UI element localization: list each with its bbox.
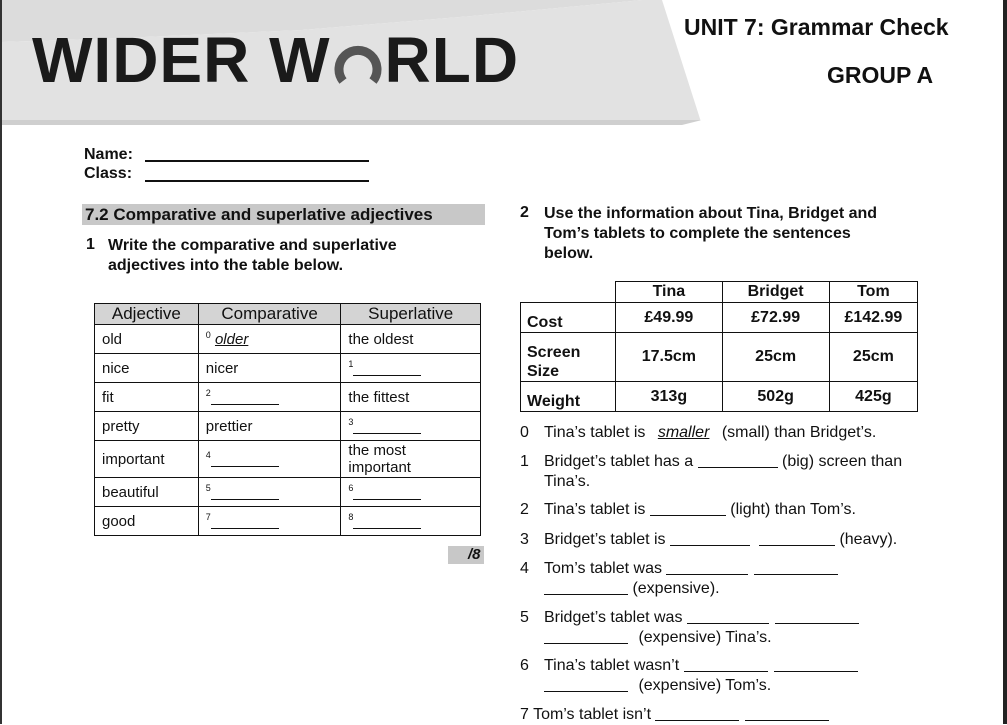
sentence-text: (heavy).	[835, 531, 898, 548]
item-number: 8	[348, 512, 354, 522]
sentence-text: (big) screen than	[777, 453, 903, 470]
table-row	[521, 333, 918, 382]
answer-blank-5[interactable]	[211, 485, 279, 500]
answer-blank[interactable]	[759, 531, 835, 546]
example-answer: older	[214, 331, 249, 348]
comparative-cell	[198, 441, 341, 478]
adjective-cell: important	[95, 441, 199, 478]
sentence-7	[520, 705, 829, 725]
sentence-number: 4	[520, 560, 529, 577]
answer-blank[interactable]	[754, 560, 838, 575]
sentence-text: Tina’s tablet is	[544, 424, 650, 441]
answer-blank[interactable]	[544, 677, 628, 692]
superlative-line1: the most	[348, 442, 406, 459]
header-comparative: Comparative	[198, 304, 341, 325]
wider-world-logo	[32, 24, 520, 96]
exercise-2-instruction	[544, 204, 877, 264]
row-label-cost: Cost	[521, 303, 616, 333]
comparative-cell	[198, 478, 341, 507]
exercise-1-instruction	[108, 236, 397, 276]
superlative-cell	[341, 354, 481, 383]
adjective-cell: good	[95, 507, 199, 536]
sentence-5	[520, 608, 859, 648]
adjective-cell: fit	[95, 383, 199, 412]
adjective-cell: old	[95, 325, 199, 354]
section-title: 7.2 Comparative and superlative adjectives	[85, 205, 433, 224]
sentence-0	[520, 423, 876, 443]
superlative-cell	[341, 441, 481, 478]
item-number: 0	[205, 330, 211, 340]
sentence-text: Tom’s tablet was	[544, 560, 667, 577]
header-banner	[2, 0, 1003, 125]
superlative-line2: important	[348, 459, 411, 476]
superlative-cell	[341, 507, 481, 536]
item-number: 2	[205, 388, 211, 398]
header-adjective: Adjective	[95, 304, 199, 325]
answer-blank[interactable]	[745, 706, 829, 721]
answer-blank-4[interactable]	[211, 452, 279, 467]
adjectives-table	[94, 303, 481, 536]
sentence-number: 7	[520, 706, 529, 723]
unit-title: UNIT 7: Grammar Check	[684, 14, 949, 40]
adjective-cell: pretty	[95, 412, 199, 441]
row-label-weight: Weight	[521, 382, 616, 412]
sentence-3	[520, 530, 897, 550]
table-row	[95, 412, 481, 441]
exercise-2-instruction-line3: below.	[544, 245, 594, 262]
sentence-text: Bridget’s tablet was	[544, 609, 687, 626]
sentence-text: (expensive) Tina’s.	[634, 629, 772, 646]
row-label-line2: Size	[527, 363, 560, 380]
logo-text-left: WIDER W	[32, 24, 331, 96]
answer-blank[interactable]	[666, 560, 748, 575]
exercise-2-instruction-line2: Tom’s tablets to complete the sentences	[544, 225, 851, 242]
value-cell: £49.99	[616, 303, 722, 333]
example-answer: smaller	[657, 424, 710, 441]
superlative-cell: the fittest	[341, 383, 481, 412]
answer-blank[interactable]	[544, 580, 628, 595]
item-number: 5	[205, 483, 211, 493]
table-row	[95, 325, 481, 354]
sentence-text: Tom’s tablet isn’t	[528, 706, 656, 723]
answer-blank[interactable]	[655, 706, 739, 721]
sentence-number: 5	[520, 609, 529, 626]
table-row	[521, 303, 918, 333]
class-field[interactable]	[145, 180, 369, 182]
superlative-cell: the oldest	[341, 325, 481, 354]
table-header-row	[95, 304, 481, 325]
comparative-cell	[198, 325, 341, 354]
logo-text-right: RLD	[384, 24, 520, 96]
answer-blank-7[interactable]	[211, 514, 279, 529]
value-cell: 17.5cm	[616, 333, 722, 382]
group-title: GROUP A	[827, 62, 934, 88]
sentence-text: Tina’s.	[544, 473, 591, 490]
item-number: 6	[348, 483, 354, 493]
superlative-cell	[341, 478, 481, 507]
sentence-text: Bridget’s tablet has a	[544, 453, 698, 470]
name-field[interactable]	[145, 160, 369, 162]
exercise-1-number: 1	[86, 236, 95, 253]
value-cell: 502g	[722, 382, 829, 412]
answer-blank[interactable]	[544, 629, 628, 644]
answer-blank[interactable]	[774, 657, 858, 672]
sentence-1	[520, 452, 902, 492]
answer-blank[interactable]	[775, 609, 859, 624]
item-number: 7	[205, 512, 211, 522]
sentence-number: 1	[520, 453, 529, 470]
page-border-right	[1003, 0, 1007, 724]
sentence-text: (expensive) Tom’s.	[634, 677, 772, 694]
tablets-table	[520, 281, 918, 412]
empty-corner-cell	[521, 282, 616, 303]
answer-blank[interactable]	[670, 531, 750, 546]
answer-blank[interactable]	[684, 657, 768, 672]
table-row	[95, 507, 481, 536]
exercise-1-instruction-line2: adjectives into the table below.	[108, 257, 344, 274]
sentence-4	[520, 559, 838, 599]
value-cell: £72.99	[722, 303, 829, 333]
header-superlative: Superlative	[341, 304, 481, 325]
sentence-text: (expensive).	[628, 580, 720, 597]
answer-blank-8[interactable]	[353, 514, 421, 529]
table-row	[95, 441, 481, 478]
value-cell: 425g	[829, 382, 917, 412]
item-number: 4	[205, 450, 211, 460]
answer-blank-2[interactable]	[211, 390, 279, 405]
comparative-cell: prettier	[198, 412, 341, 441]
answer-blank-6[interactable]	[353, 485, 421, 500]
comparative-cell	[198, 383, 341, 412]
row-label-line1: Screen	[527, 344, 581, 361]
sentence-text: (light) than Tom’s.	[725, 501, 856, 518]
value-cell: £142.99	[829, 303, 917, 333]
row-label-screen-size	[521, 333, 616, 382]
sentence-text: Bridget’s tablet is	[544, 531, 670, 548]
superlative-cell	[341, 412, 481, 441]
adjective-cell: nice	[95, 354, 199, 383]
score-total: /8	[468, 546, 481, 563]
answer-blank-3[interactable]	[353, 419, 421, 434]
column-bridget: Bridget	[722, 282, 829, 303]
exercise-1-instruction-line1: Write the comparative and superlative	[108, 237, 397, 254]
comparative-cell	[198, 507, 341, 536]
sentence-6	[520, 656, 858, 696]
answer-blank[interactable]	[687, 609, 769, 624]
sentence-number: 6	[520, 657, 529, 674]
tablets-header-row	[521, 282, 918, 303]
sentence-number: 3	[520, 531, 529, 548]
table-row	[521, 382, 918, 412]
class-label: Class:	[84, 165, 133, 182]
sentence-number: 2	[520, 501, 529, 518]
name-label: Name:	[84, 146, 133, 163]
column-tom: Tom	[829, 282, 917, 303]
exercise-2-number: 2	[520, 204, 529, 221]
comparative-cell: nicer	[198, 354, 341, 383]
column-tina: Tina	[616, 282, 722, 303]
sentence-2	[520, 500, 856, 520]
sentence-text: Tina’s tablet is	[544, 501, 650, 518]
sentence-text: (small) than Bridget’s.	[717, 424, 877, 441]
sentence-number: 0	[520, 424, 529, 441]
adjective-cell: beautiful	[95, 478, 199, 507]
table-row	[95, 354, 481, 383]
value-cell: 25cm	[829, 333, 917, 382]
answer-blank[interactable]	[698, 453, 778, 468]
item-number: 1	[348, 359, 354, 369]
exercise-2-instruction-line1: Use the information about Tina, Bridget and	[544, 205, 878, 222]
answer-blank-1[interactable]	[353, 361, 421, 376]
logo-ring-icon	[333, 40, 383, 90]
value-cell: 313g	[616, 382, 722, 412]
table-row	[95, 478, 481, 507]
sentence-text: Tina’s tablet wasn’t	[544, 657, 684, 674]
answer-blank[interactable]	[650, 501, 726, 516]
table-row	[95, 383, 481, 412]
item-number: 3	[348, 417, 354, 427]
value-cell: 25cm	[722, 333, 829, 382]
